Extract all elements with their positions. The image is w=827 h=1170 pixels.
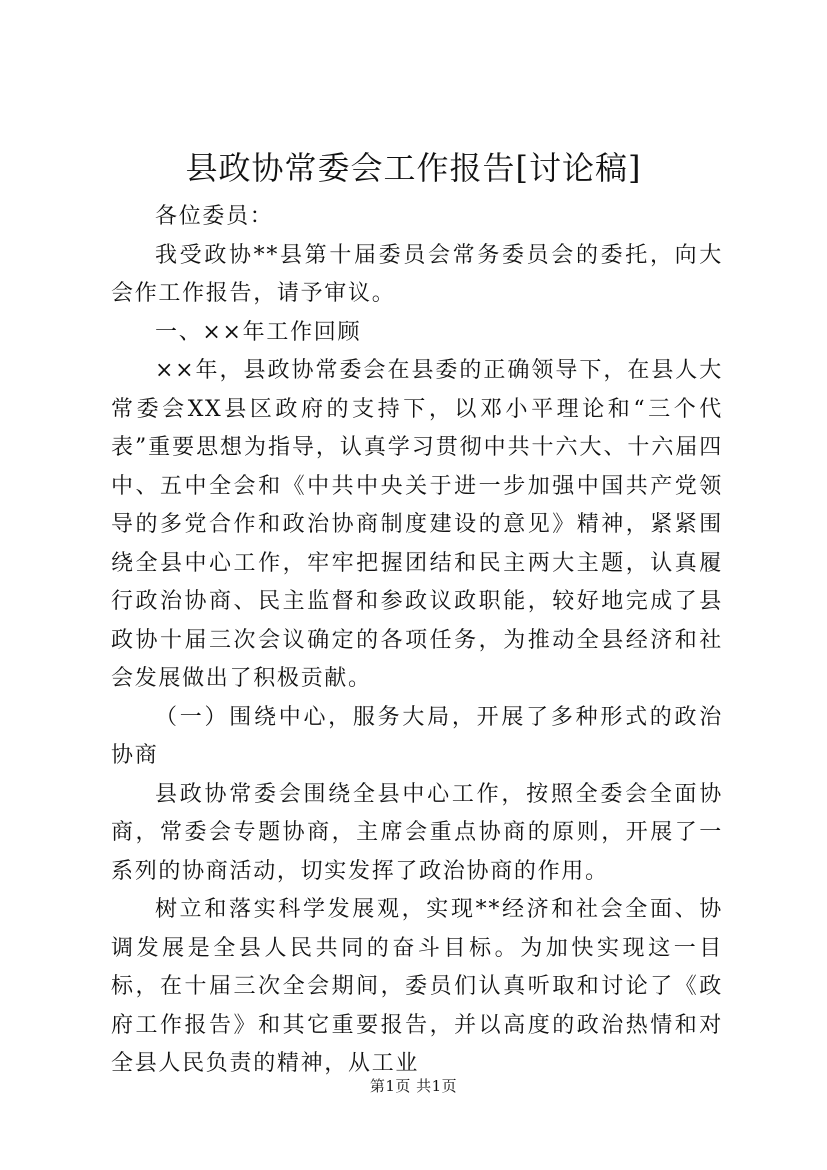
review-paragraph: ××年，县政协常委会在县委的正确领导下，在县人大常委会XX县区政府的支持下，以邓小平理论和“三个代表”重要思想为指导，认真学习贯彻中共十六大、十六届四中、五中全会和《中共中央关于进一步加强中国共产党领导的多党合作和政治协商制度建设的意见》精神，紧紧围绕全县中心工作，牢牢把握团结和民主两大主题，认真履行政治协商、民主监督和参政议政职能，较好地完成了县政协十届三次会议确定的各项任务，为推动全县经济和社会发展做出了积极贡献。: [111, 358, 723, 691]
consultation-paragraph: 县政协常委会围绕全县中心工作，按照全委会全面协商，常委会专题协商，主席会重点协商的原则，开展了一系列的协商活动，切实发挥了政治协商的作用。: [111, 781, 723, 884]
document-title: 县政协常委会工作报告[讨论稿]: [185, 149, 642, 187]
salutation-paragraph: 各位委员：: [155, 204, 274, 229]
page-footer: 第1页 共1页: [369, 1077, 458, 1095]
section-heading: 一、××年工作回顾: [155, 319, 362, 345]
subsection-heading: （一）围绕中心，服务大局，开展了多种形式的政治协商: [111, 704, 723, 768]
document-body: [111, 198, 723, 1084]
intro-paragraph: 我受政协**县第十届委员会常务委员会的委托，向大会作工作报告，请予审议。: [111, 242, 723, 306]
development-paragraph: 树立和落实科学发展观，实现**经济和社会全面、协调发展是全县人民共同的奋斗目标。为加快实现这一目标，在十届三次全会期间，委员们认真听取和讨论了《政府工作报告》和其它重要报告，并以高度的政治热情和对全县人民负责的精神，从工业: [111, 897, 723, 1076]
